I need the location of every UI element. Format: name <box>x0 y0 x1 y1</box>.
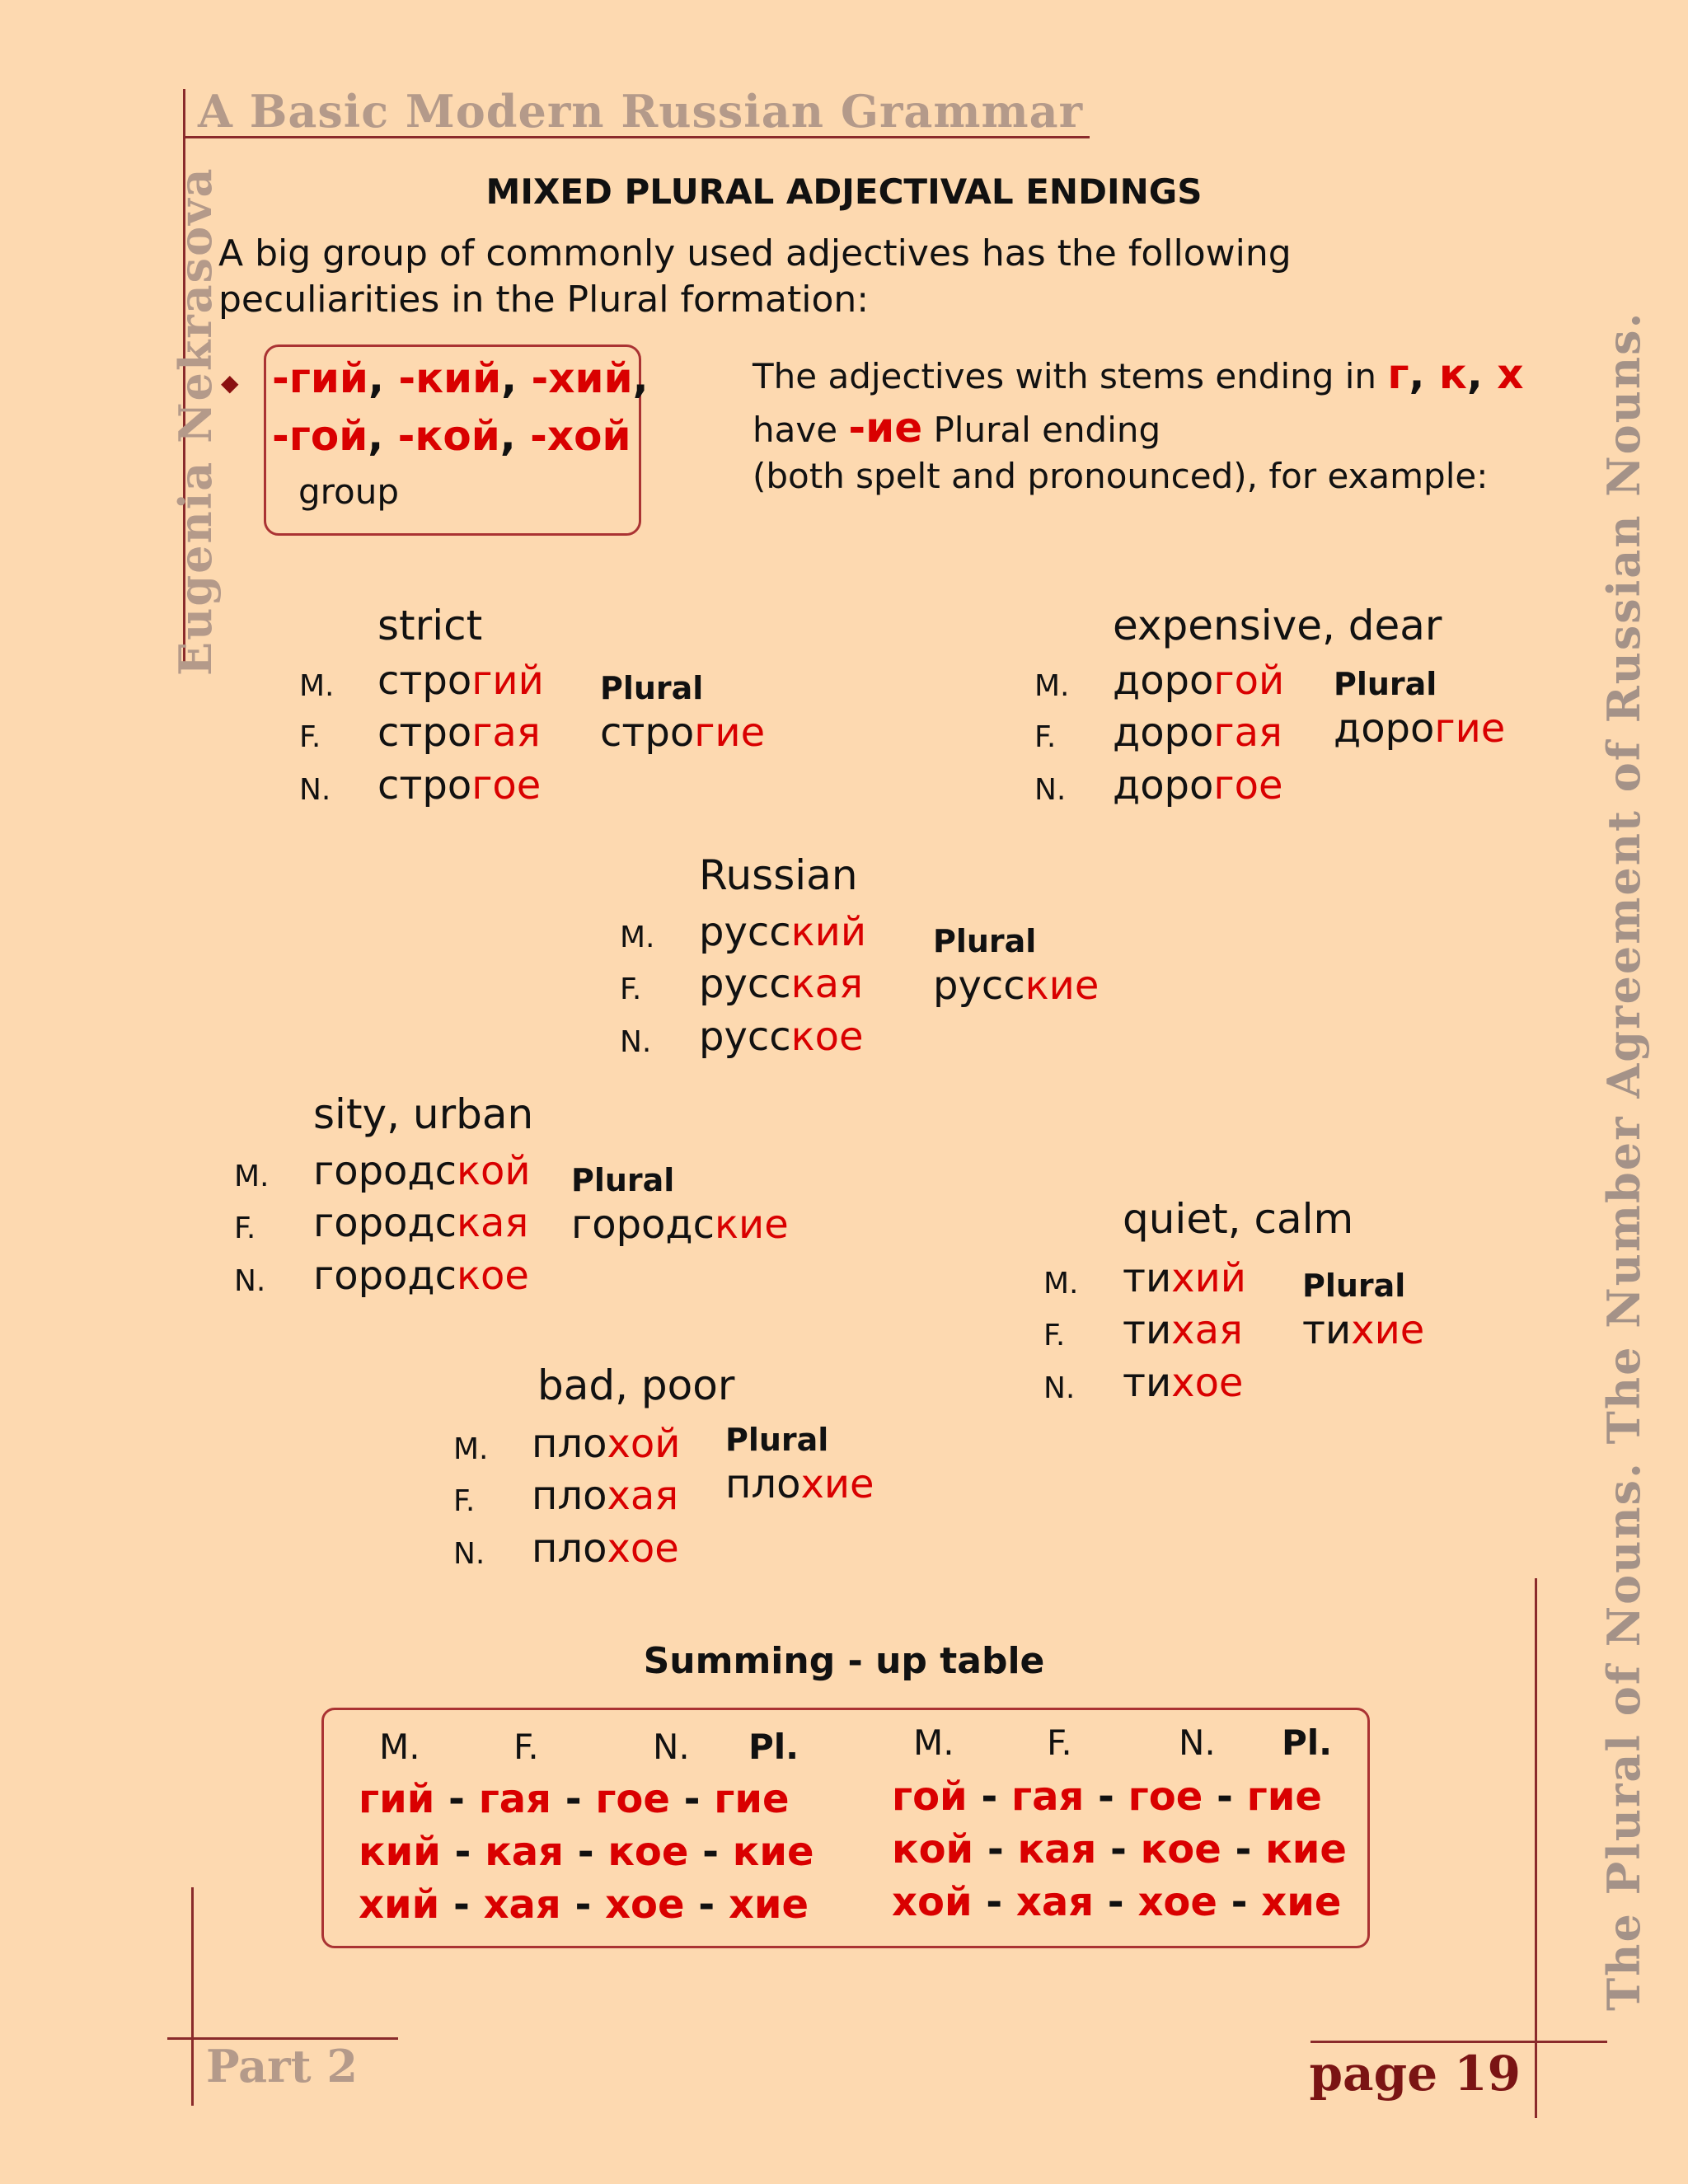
ending-kiy: -кий <box>398 354 502 402</box>
summary-header-pl: Pl. <box>1282 1722 1333 1763</box>
comma: , <box>368 412 398 460</box>
rule-line-3: (both spelt and pronounced), for example: <box>753 456 1489 496</box>
gloss-urban: sity, urban <box>313 1090 534 1138</box>
gloss-quiet: quiet, calm <box>1123 1195 1354 1243</box>
ending: кие <box>715 1202 789 1248</box>
gender-f: F. <box>234 1212 256 1245</box>
cell: кое <box>607 1829 689 1875</box>
page-number: page 19 <box>1309 2046 1521 2102</box>
word-m <box>532 1421 680 1467</box>
comma: , <box>501 354 532 402</box>
ending: гая <box>471 710 541 756</box>
comma: , <box>368 354 399 402</box>
word-n <box>1123 1360 1243 1406</box>
ending-goy: -гой <box>272 412 368 460</box>
comma: , <box>632 354 649 402</box>
plural-heading: Plural <box>1334 666 1437 702</box>
endings-line-1 <box>272 354 649 402</box>
stem: пло <box>532 1421 607 1467</box>
stem: русс <box>933 963 1025 1009</box>
gender-f: F. <box>453 1484 476 1518</box>
summary-header-m: M. <box>379 1727 420 1767</box>
word-f <box>1113 710 1282 756</box>
ending: хое <box>607 1526 679 1572</box>
ending-khoy: -хой <box>530 412 631 460</box>
cell: гие <box>714 1776 790 1822</box>
stem: городс <box>571 1202 715 1248</box>
part-label: Part 2 <box>206 2040 358 2093</box>
stem: ти <box>1123 1360 1172 1406</box>
summary-row-right-1 <box>892 1774 1322 1820</box>
word-m <box>377 658 544 704</box>
letter-k: к <box>1438 350 1467 398</box>
cell: кие <box>732 1829 814 1875</box>
ending: хие <box>1351 1307 1425 1353</box>
ending: кие <box>1025 963 1100 1009</box>
ending: гие <box>1434 705 1506 752</box>
dash: - <box>1096 1826 1141 1872</box>
plural-heading: Plural <box>571 1162 675 1198</box>
ending-khiy: -хий <box>531 354 633 402</box>
ending: хая <box>1171 1307 1243 1353</box>
book-title: A Basic Modern Russian Grammar <box>198 85 1084 138</box>
plural-heading: Plural <box>933 923 1037 959</box>
cell: гий <box>359 1776 435 1822</box>
ending: хий <box>1171 1255 1246 1301</box>
stem: русс <box>699 1014 791 1060</box>
dash: - <box>684 1882 729 1928</box>
cell: хие <box>728 1882 809 1928</box>
gender-f: F. <box>620 972 642 1006</box>
word-n <box>532 1526 679 1572</box>
footer-right-hrule <box>1311 2041 1607 2043</box>
cell: хое <box>605 1882 685 1928</box>
rule-text: Plural ending <box>922 410 1161 450</box>
author-name: Eugenia Nekrasova <box>169 166 222 676</box>
cell: гое <box>595 1776 670 1822</box>
stem: доро <box>1334 705 1435 752</box>
summary-row-right-3 <box>892 1879 1341 1925</box>
dash: - <box>1217 1879 1262 1925</box>
cell: хие <box>1261 1879 1342 1925</box>
dash: - <box>967 1774 1012 1820</box>
gender-n: N. <box>1034 773 1067 807</box>
cell: кой <box>892 1826 974 1872</box>
word-f <box>377 710 541 756</box>
cell: кая <box>1017 1826 1097 1872</box>
intro-text: A big group of commonly used adjectives has the following peculiarities in the Plural formation: <box>218 232 1292 321</box>
gender-n: N. <box>453 1537 485 1571</box>
ending: кий <box>790 909 867 955</box>
word-f <box>313 1200 528 1246</box>
ending: кое <box>790 1014 864 1060</box>
gender-m: M. <box>1034 669 1070 703</box>
gender-m: M. <box>234 1160 270 1193</box>
dash: - <box>434 1776 479 1822</box>
stem: стро <box>377 658 472 704</box>
word-m <box>1113 658 1284 704</box>
gender-n: N. <box>234 1264 266 1298</box>
ending: хая <box>607 1473 679 1519</box>
ending-giy: -гий <box>272 354 368 402</box>
stem: пло <box>532 1526 607 1572</box>
ending: хие <box>800 1461 874 1507</box>
word-plural <box>1302 1307 1424 1353</box>
summary-header-n: N. <box>653 1727 690 1767</box>
plural-heading: Plural <box>725 1422 829 1458</box>
ending: кой <box>457 1148 531 1194</box>
stem: стро <box>377 762 472 808</box>
letter-g: г <box>1387 350 1409 398</box>
ending: гой <box>1213 658 1285 704</box>
summary-row-left-1 <box>359 1776 790 1822</box>
stem: стро <box>377 710 472 756</box>
summary-header-pl: Pl. <box>748 1727 799 1767</box>
stem: ти <box>1123 1307 1172 1353</box>
stem: русс <box>699 909 791 955</box>
word-plural <box>933 963 1099 1009</box>
gender-n: N. <box>1043 1371 1076 1405</box>
ending: гое <box>1213 762 1283 808</box>
dash: - <box>688 1829 733 1875</box>
word-n <box>699 1014 864 1060</box>
dash: - <box>1203 1774 1247 1820</box>
word-plural <box>725 1461 874 1507</box>
gloss-strict: strict <box>377 602 483 649</box>
cell: гие <box>1246 1774 1322 1820</box>
group-label: group <box>298 471 399 512</box>
ending: гие <box>694 710 766 756</box>
stem: ти <box>1123 1255 1172 1301</box>
rule-line-1 <box>753 350 1524 398</box>
comma: , <box>1466 350 1498 398</box>
ending: кая <box>457 1200 529 1246</box>
dash: - <box>669 1776 715 1822</box>
ending: хое <box>1171 1360 1244 1406</box>
letter-kh: х <box>1497 350 1524 398</box>
summary-title: Summing - up table <box>643 1640 1045 1682</box>
stem: городс <box>313 1148 457 1194</box>
ending: гий <box>471 658 544 704</box>
dash: - <box>439 1882 484 1928</box>
plural-heading: Plural <box>1302 1268 1406 1304</box>
rule-text: The adjectives with stems ending in <box>753 356 1388 396</box>
footer-left-vrule <box>191 1887 194 2106</box>
ending: кое <box>457 1253 529 1299</box>
endings-line-2 <box>272 412 631 460</box>
stem: стро <box>600 710 695 756</box>
gender-m: M. <box>299 669 335 703</box>
dash: - <box>551 1776 596 1822</box>
summary-header-n: N. <box>1179 1722 1216 1763</box>
stem: ти <box>1302 1307 1352 1353</box>
dash: - <box>440 1829 485 1875</box>
word-m <box>313 1148 531 1194</box>
dash: - <box>1221 1826 1266 1872</box>
stem: городс <box>313 1253 457 1299</box>
section-title: MIXED PLURAL ADJECTIVAL ENDINGS <box>485 171 1203 212</box>
summary-header-f: F. <box>513 1727 539 1767</box>
gloss-expensive: expensive, dear <box>1113 602 1442 649</box>
stem: пло <box>532 1473 607 1519</box>
rule-text: have <box>753 410 849 450</box>
ending: гое <box>471 762 542 808</box>
word-plural <box>1334 705 1505 752</box>
rule-line-2 <box>753 404 1160 452</box>
cell: кое <box>1140 1826 1221 1872</box>
word-f <box>532 1473 678 1519</box>
cell: хое <box>1137 1879 1217 1925</box>
word-n <box>313 1253 529 1299</box>
gender-m: M. <box>620 921 655 954</box>
word-n <box>1113 762 1283 808</box>
word-f <box>1123 1307 1243 1353</box>
comma: , <box>499 412 531 460</box>
cell: хая <box>483 1882 561 1928</box>
summary-header-f: F. <box>1047 1722 1072 1763</box>
dash: - <box>1084 1774 1128 1820</box>
gender-f: F. <box>1034 720 1057 754</box>
dash: - <box>560 1882 606 1928</box>
ending: гая <box>1213 710 1282 756</box>
word-n <box>377 762 541 808</box>
stem: городс <box>313 1200 457 1246</box>
plural-heading: Plural <box>600 670 704 706</box>
gloss-bad: bad, poor <box>537 1361 735 1409</box>
stem: пло <box>725 1461 801 1507</box>
cell: хий <box>359 1882 440 1928</box>
ending-koy: -кой <box>397 412 500 460</box>
ending: кая <box>790 961 863 1007</box>
chapter-title: The Plural of Nouns. The Number Agreement of Russian Nouns. <box>1597 311 1650 2011</box>
summary-row-left-2 <box>359 1829 814 1875</box>
summary-header-m: M. <box>913 1722 954 1763</box>
cell: кий <box>359 1829 441 1875</box>
diamond-bullet-icon: ◆ <box>221 369 239 396</box>
cell: хой <box>892 1879 973 1925</box>
gender-n: N. <box>620 1025 652 1059</box>
dash: - <box>563 1829 608 1875</box>
stem: доро <box>1113 762 1214 808</box>
gloss-russian: Russian <box>699 851 858 899</box>
word-m <box>699 909 866 955</box>
stem: доро <box>1113 658 1214 704</box>
cell: гая <box>478 1776 551 1822</box>
dash: - <box>1094 1879 1138 1925</box>
dash: - <box>973 1826 1018 1872</box>
summary-row-left-3 <box>359 1882 809 1928</box>
gender-m: M. <box>1043 1267 1079 1301</box>
stem: русс <box>699 961 791 1007</box>
word-plural <box>600 710 765 756</box>
ending-ie: -ие <box>848 404 923 452</box>
cell: хая <box>1015 1879 1095 1925</box>
cell: гое <box>1128 1774 1203 1820</box>
comma: , <box>1409 350 1439 398</box>
gender-n: N. <box>299 773 331 807</box>
gender-f: F. <box>299 720 321 754</box>
cell: гая <box>1011 1774 1085 1820</box>
stem: доро <box>1113 710 1214 756</box>
summary-row-right-2 <box>892 1826 1347 1872</box>
gender-m: M. <box>453 1432 489 1466</box>
dash: - <box>972 1879 1016 1925</box>
word-plural <box>571 1202 789 1248</box>
cell: гой <box>892 1774 968 1820</box>
ending: хой <box>607 1421 681 1467</box>
word-m <box>1123 1255 1246 1301</box>
word-f <box>699 961 863 1007</box>
gender-f: F. <box>1043 1319 1066 1352</box>
cell: кие <box>1265 1826 1347 1872</box>
cell: кая <box>485 1829 564 1875</box>
